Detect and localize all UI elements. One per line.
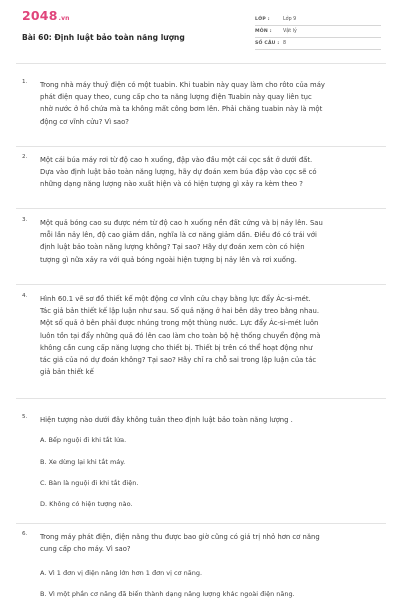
divider [16,63,386,64]
lesson-meta [255,14,381,50]
question-number: 1. [22,79,28,85]
answer-option-c[interactable]: C. Bàn là nguội đi khi tắt điện. [40,479,139,487]
answer-option-a[interactable]: A. Bếp nguội đi khi tắt lửa. [40,436,127,444]
question-text: Hình 60.1 vẽ sơ đồ thiết kế một động cơ vĩnh cửu chạy bằng lực đẩy Ác-si-mét. Tác giả bản thiết kế lập luận như sau. Số quả nặng ở hai bên dây treo bằng nhau. Một số quả ở bên phải được nhúng trong một thùng nước. Lực đẩy Ác-si-mét luôn luôn tồn tại đẩy những quả đó lên cao làm cho toàn bộ hệ thống chuyển động mà không cần cung cấp năng lượng cho thiết bị. Thiết bị trên có thể hoạt động như tác giả của nó dự đoán không? Tại sao? Hãy chỉ ra chỗ sai trong lập luận của tác giả bản thiết kế [40,295,321,377]
question-number: 6. [22,531,28,537]
meta-row-subject [255,26,381,38]
meta-row-count [255,38,381,50]
meta-label: SỐ CÂU : [255,41,280,46]
answer-option-b[interactable]: B. Xe dừng lại khi tắt máy. [40,458,126,466]
divider [16,284,386,285]
divider [16,523,386,524]
lesson-title: Bài 60: Định luật bảo toàn năng lượng [22,33,185,42]
meta-value: 8 [283,41,287,46]
question-number: 3. [22,217,28,223]
answer-option-b[interactable]: B. Vì một phần cơ năng đã biến thành dạng năng lượng khác ngoài điện năng. [40,590,295,598]
question-number: 4. [22,293,28,299]
meta-label: MÔN : [255,29,272,34]
answer-option-d[interactable]: D. Không có hiện tượng nào. [40,500,133,508]
divider [16,208,386,209]
meta-value: Vật lý [283,29,297,34]
divider [16,398,386,399]
question-text: Một cái búa máy rơi từ độ cao h xuống, đập vào đầu một cái cọc sắt ở dưới đất. Dựa vào định luật bảo toàn năng lượng, hãy dự đoán xem búa đập vào cọc sẽ có những dạng năng lượng nào xuất hiện và có hiện tượng gì xảy ra kèm theo ? [40,156,317,189]
question-text: Trong máy phát điện, điện năng thu được bao giờ cũng có giá trị nhỏ hơn cơ năng cung cấp cho máy. Vì sao? [40,533,320,554]
answer-option-a[interactable]: A. Vì 1 đơn vị điện năng lớn hơn 1 đơn vị cơ năng. [40,569,203,577]
meta-row-class [255,14,381,26]
question-number: 5. [22,414,28,420]
page-header [0,0,400,62]
site-logo[interactable]: 2048.vn [22,8,70,23]
divider [16,146,386,147]
question-text: Hiện tượng nào dưới đây không tuân theo định luật bảo toàn năng lượng . [40,416,293,424]
question-text: Một quả bóng cao su được ném từ độ cao h xuống nền đất cứng và bị nảy lên. Sau mỗi lần nảy lên, độ cao giảm dần, nghĩa là cơ năng giảm dần. Điều đó có trái với định luật bảo toàn năng lượng không? Tại sao? Hãy dự đoán xem còn có hiện tượng gì nữa xảy ra với quả bóng ngoài hiện tượng bị nảy lên và rơi xuống. [40,219,323,264]
question-number: 2. [22,154,28,160]
meta-value: Lớp 9 [283,17,297,22]
meta-label: LỚP : [255,17,270,22]
question-text: Trong nhà máy thuỷ điện có một tuabin. Khi tuabin này quay làm cho rôto của máy phát điện quay theo, cung cấp cho ta năng lượng điện Tuabin này quay liên tục nhờ nước ở hồ chứa mà ta không mất công bơm lên. Phải chăng tuabin này là một động cơ vĩnh cửu? Vì sao? [40,81,325,126]
